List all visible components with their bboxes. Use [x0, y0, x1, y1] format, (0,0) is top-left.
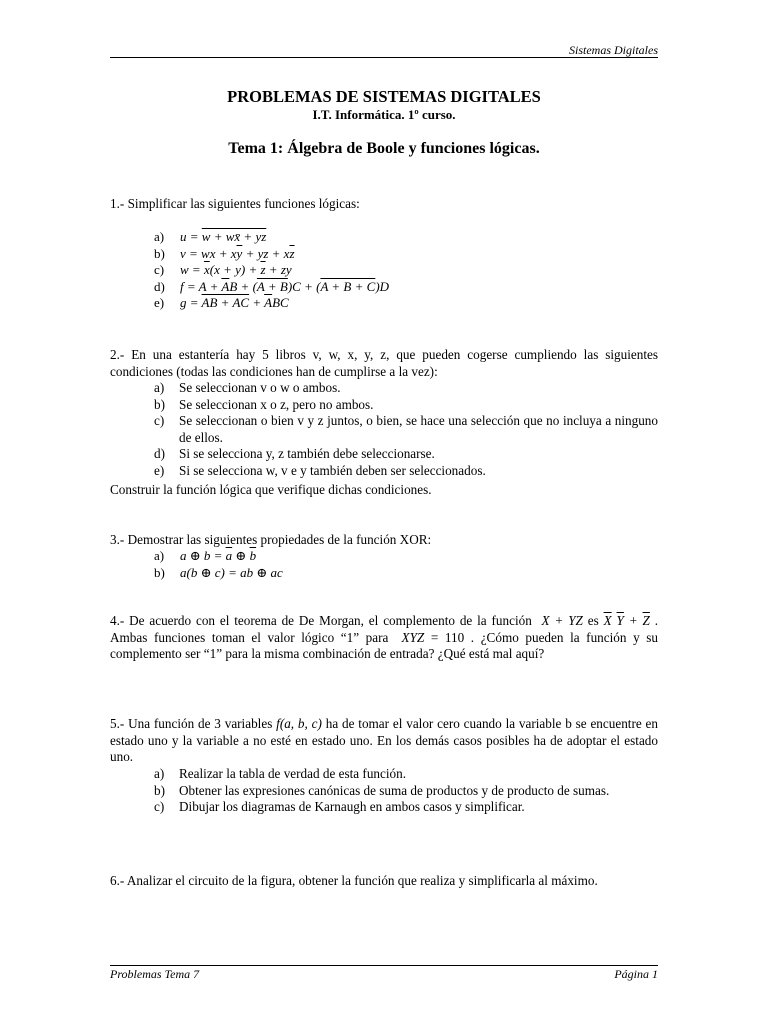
list-item	[154, 413, 658, 446]
footer-rule	[110, 965, 658, 966]
item-label: a)	[154, 548, 165, 563]
list-item	[154, 295, 554, 312]
item-label: b)	[154, 245, 165, 261]
item-text: Se seleccionan v o w o ambos.	[179, 380, 341, 395]
item-text: Realizar la tabla de verdad de esta función.	[179, 766, 407, 781]
item-text: Obtener las expresiones canónicas de suma de productos y de producto de sumas.	[179, 782, 610, 798]
problem-6-text: 6.- Analizar el circuito de la figura, obtener la función que realiza y simplificarla al máximo.	[110, 873, 598, 888]
item-label: d)	[154, 446, 165, 462]
list-item	[154, 262, 554, 279]
item-text: Se seleccionan x o z, pero no ambos.	[179, 396, 374, 412]
list-item	[154, 463, 658, 480]
list-item	[154, 279, 554, 296]
item-label: d)	[154, 278, 165, 294]
math-expression: a(b ⊕ c) = ab ⊕ ac	[180, 564, 283, 580]
list-item	[154, 229, 554, 246]
item-label: e)	[154, 295, 165, 311]
list-item	[154, 380, 658, 397]
list-item	[154, 397, 658, 414]
problem-1-list	[154, 229, 554, 312]
problem-3-list	[154, 548, 554, 581]
item-label: b)	[154, 782, 165, 798]
problem-2-closing: Construir la función lógica que verifique dichas condiciones.	[110, 482, 432, 497]
problem-4-text: 4.- De acuerdo con el teorema de De Morgan, el complemento de la función X + YZ es $\overline{X}$ $\overline{Y} + \overline{Z}$ . Ambas funciones toman el valor lógico “1” para XYZ = 110 . ¿Cómo pueden la función y su complemento ser “1” para la misma combinación de entrada? ¿Qué está mal aquí?	[110, 613, 659, 662]
item-text: Se seleccionan o bien v y z juntos, o bien, se hace una selección que no incluya a ninguno de ellos.	[179, 413, 658, 445]
math-expression: v = wx + $x\overline{y}$ + yz + $x\overline{z}$	[180, 245, 295, 261]
list-item	[154, 246, 554, 263]
item-label: a)	[154, 380, 165, 395]
list-item	[154, 766, 658, 783]
item-text: Si se selecciona y, z también debe seleccionarse.	[179, 446, 435, 462]
math-expression: g = AB + AC + $\overline{A}BC$	[180, 295, 289, 311]
page-number: Página 1	[614, 967, 658, 981]
math-expression: $w = \overline{x}(x + y) + \overline{z}$ + zy	[180, 262, 292, 278]
document-page	[110, 0, 658, 1024]
item-label: c)	[154, 413, 165, 429]
problem-2-intro: 2.- En una estantería hay 5 libros v, w, x, y, z, que pueden cogerse cumpliendo las siguientes condiciones (todas las condiciones han de cumplirse a la vez):	[110, 347, 658, 379]
item-label: a)	[154, 229, 165, 244]
math-expression: $f = A + \overline{A}B + (A + B)C + (A + B + C)D$	[180, 278, 390, 294]
problem-2-list	[154, 380, 658, 480]
list-item	[154, 783, 658, 800]
problem-3-intro: 3.- Demostrar las siguientes propiedades de la función XOR:	[110, 532, 432, 547]
list-item	[154, 548, 554, 565]
item-text: Dibujar los diagramas de Karnaugh en ambos casos y simplificar.	[179, 799, 525, 815]
document-subtitle: I.T. Informática. 1º curso.	[312, 107, 456, 122]
math-expression: a ⊕ $b = \overline{a}$ ⊕ $\overline{b}$	[180, 548, 257, 563]
list-item	[154, 565, 554, 582]
item-label: b)	[154, 564, 165, 580]
item-label: c)	[154, 799, 165, 815]
item-label: e)	[154, 462, 165, 478]
list-item	[154, 446, 658, 463]
problem-5-intro: 5.- Una función de 3 variables f(a, b, c) ha de tomar el valor cero cuando la variable b se encuentre en estado uno y la variable a no esté en estado uno. En los demás casos posibles ha de adoptar el estado uno.	[110, 716, 658, 765]
item-text: Si se selecciona w, v e y también deben ser seleccionados.	[179, 462, 486, 478]
problem-5-list	[154, 766, 658, 816]
problem-1-intro: 1.- Simplificar las siguientes funciones lógicas:	[110, 196, 360, 211]
math-expression: u = w + wx̄ + yz	[180, 229, 267, 244]
document-title: PROBLEMAS DE SISTEMAS DIGITALES	[227, 87, 541, 106]
footer-left: Problemas Tema 7	[110, 967, 200, 981]
section-heading: Tema 1: Álgebra de Boole y funciones lógicas.	[228, 140, 540, 157]
header-rule	[110, 57, 658, 58]
item-label: b)	[154, 396, 165, 412]
item-label: a)	[154, 766, 165, 781]
running-header: Sistemas Digitales	[569, 43, 658, 57]
item-label: c)	[154, 262, 165, 278]
list-item	[154, 799, 658, 816]
